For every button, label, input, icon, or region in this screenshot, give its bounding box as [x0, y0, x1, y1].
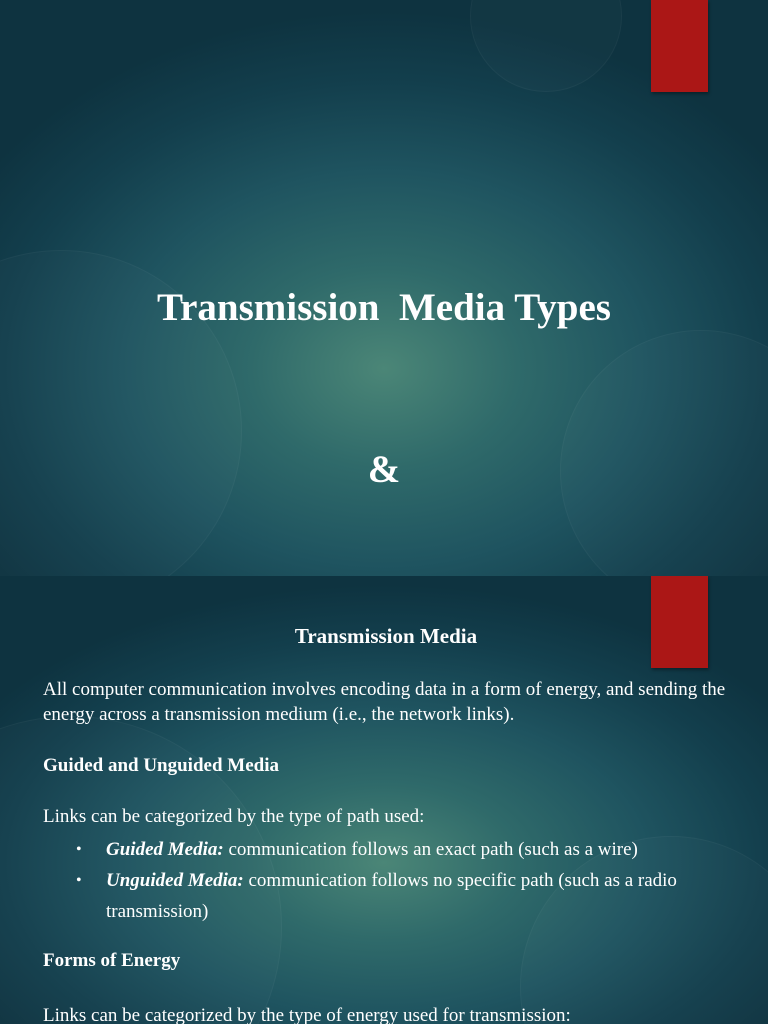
title-line-2: &: [367, 448, 401, 491]
guided-unguided-heading: Guided and Unguided Media: [43, 755, 279, 776]
bullet-icon: •: [76, 872, 82, 889]
decorative-circle: [470, 0, 622, 92]
intro-paragraph: All computer communication involves encoding data in a form of energy, and sending the energy across a transmission medium (i.e., the network links).: [43, 679, 726, 725]
bullet-text: communication follows no specific path (such as a radio transmission): [106, 870, 677, 922]
bullet-icon: •: [76, 841, 82, 858]
list-item-unguided: [43, 865, 733, 927]
accent-tab: [651, 0, 708, 92]
content-slide: [0, 576, 768, 1024]
bullet-text: communication follows an exact path (such as a wire): [223, 839, 638, 860]
media-bullet-list: [43, 834, 733, 927]
bullet-term: Guided Media:: [106, 839, 224, 860]
forms-of-energy-heading: Forms of Energy: [43, 950, 181, 971]
slide-title: [0, 173, 768, 576]
title-line-1: Transmission Media Types: [157, 286, 611, 329]
list-item-guided: [43, 834, 733, 865]
links-energy-paragraph: Links can be categorized by the type of energy used for transmission:: [43, 1005, 571, 1024]
links-path-paragraph: Links can be categorized by the type of path used:: [43, 806, 425, 827]
bullet-term: Unguided Media:: [106, 870, 244, 891]
section-heading: Transmission Media: [294, 624, 478, 648]
